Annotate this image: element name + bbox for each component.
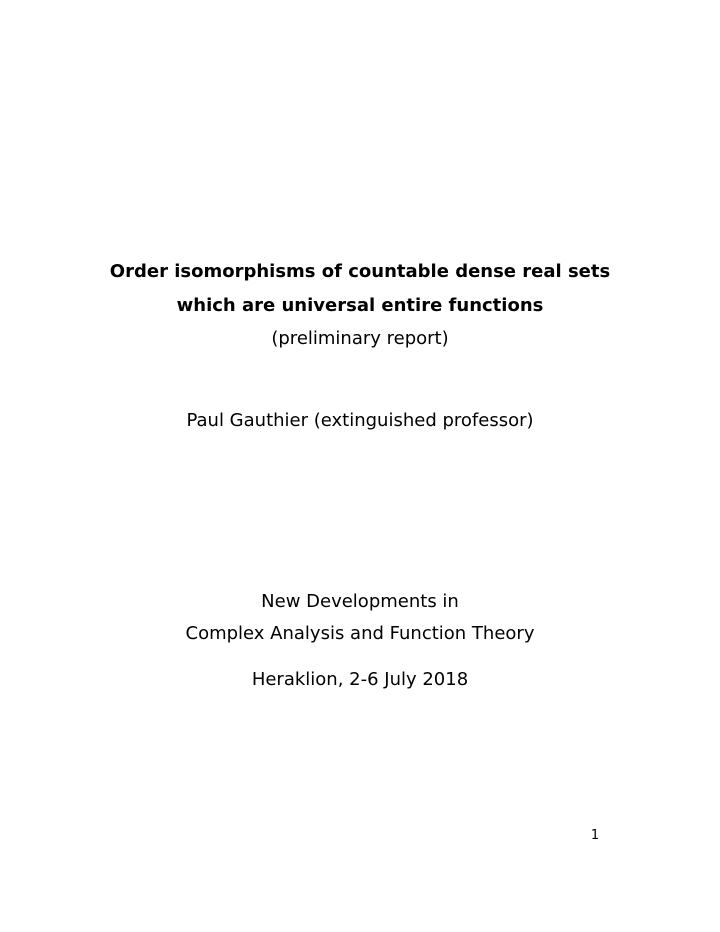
subtitle: (preliminary report) bbox=[271, 328, 449, 349]
conference-place-date: Heraklion, 2-6 July 2018 bbox=[251, 669, 469, 690]
conference-line-1: New Developments in bbox=[261, 591, 459, 612]
conference-line-2: Complex Analysis and Function Theory bbox=[185, 623, 535, 644]
page-number: 1 bbox=[590, 828, 600, 843]
title-line-1: Order isomorphisms of countable dense real sets bbox=[109, 261, 611, 282]
author: Paul Gauthier (extinguished professor) bbox=[186, 410, 534, 431]
title-line-2: which are universal entire functions bbox=[176, 295, 544, 316]
